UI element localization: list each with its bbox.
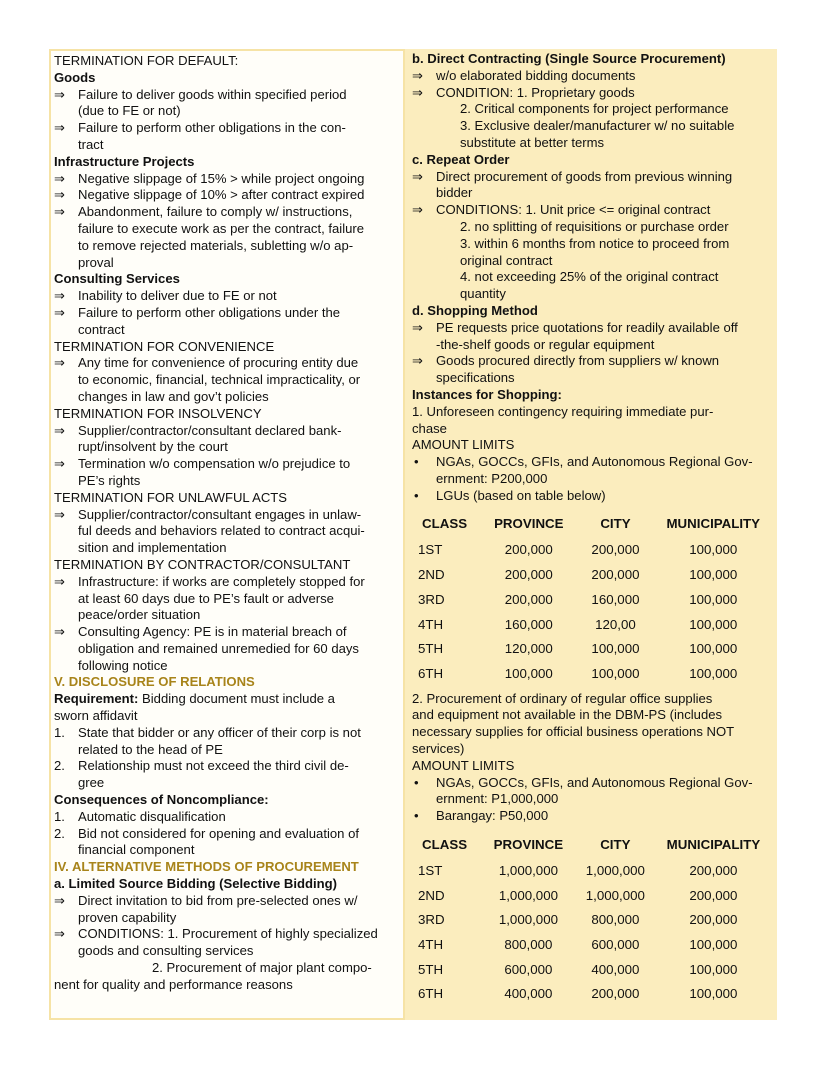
arrow-icon: ⇒ [54,422,65,438]
termination-unlawful-heading: TERMINATION FOR UNLAWFUL ACTS [54,489,288,505]
table-row [412,933,771,958]
column-header: CITY [600,516,631,532]
number-label: 2. [54,758,65,774]
table-cell: 200,000 [591,542,640,558]
text-line: changes in law and gov’t policies [78,388,269,404]
infrastructure-list [54,171,399,272]
text-line: Direct invitation to bid from pre-selected ones w/ [78,892,358,908]
alternative-methods-heading: IV. ALTERNATIVE METHODS OF PROCUREMENT [54,859,359,875]
table-cell: 2ND [418,887,445,903]
arrow-icon: ⇒ [54,926,65,942]
list-item [54,574,399,624]
table-cell: 3RD [418,591,445,607]
list-item [54,171,399,188]
text-line: PE requests price quotations for readily available off [436,319,738,335]
unlawful-list [54,507,399,557]
list-item [412,454,771,488]
bullet-icon: • [414,808,419,824]
arrow-icon: ⇒ [412,168,423,184]
arrow-icon: ⇒ [54,204,65,220]
arrow-icon: ⇒ [412,202,423,218]
table-cell: 200,000 [591,986,640,1002]
table-cell: 1,000,000 [498,887,558,903]
table-cell: 100,000 [504,665,553,681]
table-row [412,588,771,613]
table-cell: 6TH [418,665,444,681]
list-item [412,353,771,387]
list-item [54,187,399,204]
list-item [54,423,399,457]
list-item [54,758,399,792]
requirement-list [54,725,399,792]
table-cell: 4TH [418,937,444,953]
instance-2 [412,691,771,758]
text-line: 2. no splitting of requisitions or purchase order [460,218,729,234]
text-line: Failure to deliver goods within specified period [78,86,347,102]
arrow-icon: ⇒ [54,288,65,304]
number-label: 1. [54,724,65,740]
limited-source-heading: a. Limited Source Bidding (Selective Bidding) [54,876,338,892]
amount-limits-list [412,454,771,504]
table-cell: 100,000 [591,665,640,681]
text-line: ernment: P200,000 [436,470,548,486]
text-line: at least 60 days due to PE’s fault or adverse [78,590,334,606]
list-item [412,775,771,809]
text-line: Termination w/o compensation w/o prejudice to [78,456,351,472]
text-line: substitute at better terms [460,134,605,150]
table-row [412,982,771,1007]
table-row [412,884,771,909]
table-cell: 800,000 [504,937,553,953]
consulting-list [54,288,399,338]
text-line: Infrastructure: if works are completely stopped for [78,573,365,589]
list-item [412,169,771,203]
table-cell: 200,000 [689,912,738,928]
repeat-order-item [412,169,771,203]
list-item [54,204,399,271]
arrow-icon: ⇒ [54,304,65,320]
text-line: Failure to perform other obligations in the con- [78,120,346,136]
table-cell: 5TH [418,961,444,977]
text-line: specifications [436,370,515,386]
text-line: 2. Procurement of ordinary of regular office supplies [412,690,713,706]
table-cell: 600,000 [504,961,553,977]
column-header: MUNICIPALITY [666,516,761,532]
arrow-icon: ⇒ [412,319,423,335]
table-row [412,958,771,983]
text-line: obligation and remained unremedied for 60 days [78,640,359,656]
text-line: proval [78,254,114,270]
column-header: CLASS [422,836,468,852]
table-cell: 200,000 [504,542,553,558]
list-item: ⇒ CONDITIONS: 1. Unit price <= original contract [412,202,711,218]
repeat-order-conditions [412,219,771,303]
text-line: PE’s rights [78,472,141,488]
table-cell: 160,000 [591,591,640,607]
text-line: Negative slippage of 15% > while project ongoing [78,170,365,186]
table-cell: 200,000 [689,887,738,903]
table-cell: 100,000 [689,567,738,583]
text-line: Any time for convenience of procuring entity due [78,355,359,371]
text-line: financial component [78,842,195,858]
text-line: goods and consulting services [78,943,254,959]
text-line: ernment: P1,000,000 [436,791,559,807]
text-line: gree [78,775,105,791]
text-line: 1. Unforeseen contingency requiring immediate pur- [412,403,714,419]
list-item [54,120,399,154]
termination-by-contractor-heading: TERMINATION BY CONTRACTOR/CONSULTANT [54,556,351,572]
instance-1 [412,404,771,438]
text-line: NGAs, GOCCs, GFIs, and Autonomous Regional Gov- [436,774,753,790]
limited-source-list [54,893,399,960]
table-cell: 400,000 [504,986,553,1002]
termination-insolvency-heading: TERMINATION FOR INSOLVENCY [54,405,262,421]
text-line: Negative slippage of 10% > after contract expired [78,187,365,203]
table-header-row [412,511,771,539]
text-line: following notice [78,657,168,673]
text-line: tract [78,136,104,152]
text-line: failure to execute work as per the contract, failure [78,220,365,236]
text-line: quantity [460,286,506,302]
table-cell: 1ST [418,542,443,558]
text-line: related to the head of PE [78,741,223,757]
table-cell: 160,000 [504,616,553,632]
text-line: State that bidder or any officer of their corp is not [78,724,361,740]
text-line: NGAs, GOCCs, GFIs, and Autonomous Regional Gov- [436,454,753,470]
list-item [54,624,399,674]
insolvency-list [54,423,399,490]
arrow-icon: ⇒ [54,573,65,589]
list-item [54,725,399,759]
limited-source-cont: 2. Procurement of major plant compo- [152,960,372,976]
table-cell: 100,000 [689,961,738,977]
consequences-heading: Consequences of Noncompliance: [54,792,269,808]
table-header-row [412,831,771,859]
text-line: to remove rejected materials, subletting w/o ap- [78,237,354,253]
bullet-icon: • [414,774,419,790]
left-column [49,49,405,1020]
table-cell: 100,000 [689,937,738,953]
termination-convenience-heading: TERMINATION FOR CONVENIENCE [54,338,275,354]
text-line: Relationship must not exceed the third civil de- [78,758,349,774]
text-line: necessary supplies for official business operations NOT [412,724,735,740]
text-line: Goods procured directly from suppliers w/ known [436,353,720,369]
table-cell: 400,000 [591,961,640,977]
text-line: peace/order situation [78,607,201,623]
list-item [54,809,399,826]
table-cell: 1,000,000 [585,862,645,878]
right-column [405,49,777,1020]
text-line: Inability to deliver due to FE or not [78,288,277,304]
limited-source-cont-2: nent for quality and performance reasons [54,976,293,992]
text-line: LGUs (based on table below) [436,487,606,503]
text-line: Automatic disqualification [78,808,226,824]
list-item [54,826,399,860]
text-line: rupt/insolvent by the court [78,439,228,455]
table-cell: 100,000 [689,616,738,632]
arrow-icon: ⇒ [54,624,65,640]
column-header: CLASS [422,516,468,532]
arrow-icon: ⇒ [54,86,65,102]
list-item [54,87,399,121]
arrow-icon: ⇒ [54,456,65,472]
arrow-icon: ⇒ [54,892,65,908]
text-line: Direct procurement of goods from previous winning [436,168,733,184]
table-cell: 200,000 [591,567,640,583]
shopping-list [412,320,771,387]
consulting-heading: Consulting Services [54,271,180,287]
text-line: Consulting Agency: PE is in material breach of [78,624,347,640]
arrow-icon: ⇒ [54,120,65,136]
table-cell: 1,000,000 [585,887,645,903]
table-cell: 600,000 [591,937,640,953]
arrow-icon: ⇒ [54,170,65,186]
table-cell: 200,000 [689,862,738,878]
text-line: -the-shelf goods or regular equipment [436,336,655,352]
text-line: and equipment not available in the DBM-PS (includes [412,707,723,723]
termination-default-heading: TERMINATION FOR DEFAULT: [54,53,239,68]
direct-contracting-conditions [412,101,771,151]
arrow-icon: ⇒ [412,353,423,369]
table-cell: 200,000 [504,591,553,607]
list-item [54,893,399,927]
limits-table-2 [412,831,771,1007]
list-item [54,926,399,960]
text-line: Supplier/contractor/consultant engages in unlaw- [78,506,362,522]
list-item [54,288,399,305]
table-cell: 120,000 [504,641,553,657]
requirement-label: Requirement: [54,691,139,707]
requirement-line [54,691,399,708]
text-line: 3. within 6 months from notice to proceed from [460,235,730,251]
text-line: 3. Exclusive dealer/manufacturer w/ no suitable [460,118,735,134]
arrow-icon: ⇒ [54,187,65,203]
list-item [54,305,399,339]
table-cell: 100,000 [689,591,738,607]
number-label: 1. [54,808,65,824]
list-item [412,488,771,505]
direct-contracting-heading: b. Direct Contracting (Single Source Procurement) [412,51,726,66]
column-header: MUNICIPALITY [666,836,761,852]
arrow-icon: ⇒ [54,506,65,522]
text-line: original contract [460,252,553,268]
table-row [412,859,771,884]
list-item [412,808,771,825]
table-row [412,613,771,638]
consequences-list [54,809,399,859]
text-line: services) [412,741,465,757]
table-cell: 100,000 [689,665,738,681]
table-cell: 4TH [418,616,444,632]
text-line: sition and implementation [78,540,227,556]
text-line: bidder [436,185,473,201]
text-line: (due to FE or not) [78,103,181,119]
table-cell: 100,000 [591,641,640,657]
list-item [54,355,399,405]
text-line: Barangay: P50,000 [436,808,549,824]
table-cell: 1,000,000 [498,912,558,928]
repeat-order-heading: c. Repeat Order [412,151,510,167]
bullet-icon: • [414,487,419,503]
table-row [412,662,771,687]
table-cell: 1ST [418,862,443,878]
bullet-icon: • [414,454,419,470]
arrow-icon: ⇒ [412,67,423,83]
list-item [54,507,399,557]
table-row [412,637,771,662]
table-cell: 100,000 [689,986,738,1002]
table-row [412,908,771,933]
requirement-text: Bidding document must include a [138,691,335,707]
text-line: ful deeds and behaviors related to contract acqui- [78,523,365,539]
table-cell: 1,000,000 [498,862,558,878]
text-line: 4. not exceeding 25% of the original contract [460,269,719,285]
arrow-icon: ⇒ [412,84,423,100]
instances-heading: Instances for Shopping: [412,386,562,402]
table-cell: 3RD [418,912,445,928]
table-row [412,563,771,588]
column-header: PROVINCE [494,516,564,532]
text-line: contract [78,321,125,337]
shopping-heading: d. Shopping Method [412,302,538,318]
list-item: ⇒ w/o elaborated bidding documents [412,67,636,83]
goods-list [54,87,399,154]
arrow-icon: ⇒ [54,355,65,371]
table-cell: 100,000 [689,641,738,657]
text-line: Bid not considered for opening and evaluation of [78,825,359,841]
by-contractor-list [54,574,399,675]
limits-table-1 [412,511,771,687]
amount-limits-label: AMOUNT LIMITS [412,437,515,453]
goods-heading: Goods [54,69,96,85]
list-item [54,456,399,490]
text-line: Supplier/contractor/consultant declared bank- [78,422,342,438]
table-cell: 100,000 [689,542,738,558]
text-line: proven capability [78,909,177,925]
amount-limits-label: AMOUNT LIMITS [412,757,515,773]
table-cell: 120,00 [595,616,636,632]
convenience-list [54,355,399,405]
text-line: 2. Critical components for project performance [460,101,729,117]
column-header: CITY [600,836,631,852]
text-line: to economic, financial, technical impracticality, or [78,372,361,388]
number-label: 2. [54,825,65,841]
amount-limits-list [412,775,771,825]
list-item: ⇒ CONDITION: 1. Proprietary goods [412,84,635,100]
text-line: chase [412,420,447,436]
table-cell: 800,000 [591,912,640,928]
table-cell: 200,000 [504,567,553,583]
column-header: PROVINCE [493,836,564,852]
text-line: Failure to perform other obligations under the [78,304,341,320]
disclosure-heading: V. DISCLOSURE OF RELATIONS [54,674,255,690]
table-row [412,539,771,564]
requirement-text-cont: sworn affidavit [54,708,138,724]
list-item [412,320,771,354]
infrastructure-heading: Infrastructure Projects [54,153,195,169]
table-cell: 2ND [418,567,445,583]
table-cell: 5TH [418,641,444,657]
table-cell: 6TH [418,986,444,1002]
text-line: CONDITIONS: 1. Procurement of highly specialized [78,926,378,942]
text-line: Abandonment, failure to comply w/ instructions, [78,204,353,220]
